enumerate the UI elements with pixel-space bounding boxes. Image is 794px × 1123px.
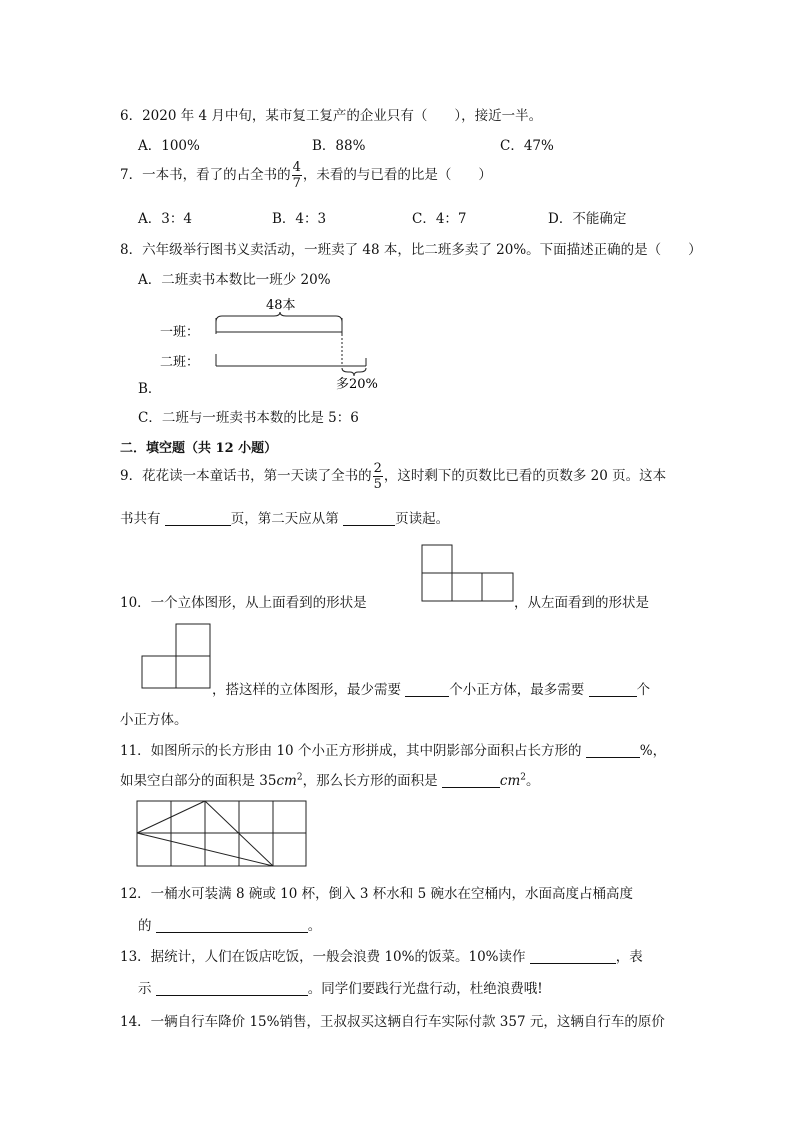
q12-blank[interactable] — [156, 918, 308, 933]
q8-option-b: B． — [138, 381, 162, 397]
q6-option-c: C．47% — [500, 138, 554, 154]
q8-bar-diagram — [150, 292, 400, 392]
diagram-row1-label: 一班： — [160, 325, 200, 340]
q11-rectangle-figure — [136, 800, 308, 868]
q11-blank-percent[interactable] — [586, 743, 640, 758]
q6-option-a: A．100% — [138, 138, 200, 154]
q7-option-c: C．4：7 — [412, 211, 467, 227]
q10-line3: 小正方体。 — [120, 712, 188, 728]
q9-blank-2[interactable] — [343, 511, 395, 526]
q11-blank-area[interactable] — [442, 773, 500, 788]
q13-line2: 示 。同学们要践行光盘行动，杜绝浪费哦! — [138, 981, 543, 997]
diagram-extra-label: 多20% — [336, 377, 378, 392]
diagram-top-label: 48本 — [266, 298, 296, 313]
q10-left-view-figure — [141, 623, 213, 689]
q13-blank-read[interactable] — [530, 949, 616, 964]
q13-blank-meaning[interactable] — [156, 981, 308, 996]
section-title: 二．填空题（共 12 小题） — [120, 441, 278, 456]
q10-blank-max[interactable] — [589, 682, 637, 697]
q13-stem: 13．据统计，人们在饭店吃饭，一般会浪费 10%的饭菜。10%读作 ，表 — [120, 949, 643, 965]
q9-fraction: $\frac{2}{5}$ — [373, 461, 382, 492]
q6-option-b: B．88% — [312, 138, 366, 154]
q8-option-c: C．二班与一班卖书本数的比是 5：6 — [138, 410, 359, 426]
diagram-row2-label: 二班： — [160, 355, 200, 370]
q12-stem: 12．一桶水可装满 8 碗或 10 杯，倒入 3 杯水和 5 碗水在空桶内，水面高度占桶高度 — [120, 886, 633, 902]
q7-option-d: D．不能确定 — [548, 211, 627, 227]
q7-fraction: $\frac{4}{7}$ — [292, 160, 301, 191]
q9-stem: 9．花花读一本童话书，第一天读了全书的 $\frac{2}{5}$ ，这时剩下的页数比已看的页数多 20 页。这本 — [120, 461, 667, 492]
q10-line2: ，搭这样的立体图形，最少需要 个小正方体，最多需要 个 — [212, 682, 651, 698]
q11-line2: 如果空白部分的面积是 $35cm^2$，那么长方形的面积是 $cm^2$。 — [120, 772, 540, 789]
q9-line2: 书共有 页，第二天应从第 页读起。 — [120, 511, 450, 527]
q14-stem: 14．一辆自行车降价 15%销售，王叔叔买这辆自行车实际付款 357 元，这辆自行车的原价 — [120, 1014, 665, 1030]
q12-line2: 的 。 — [138, 918, 322, 934]
q10-top-view-figure — [421, 544, 515, 602]
q7-option-a: A．3：4 — [138, 211, 192, 227]
q10-blank-min[interactable] — [405, 682, 449, 697]
q7-stem: 7．一本书，看了的占全书的 $\frac{4}{7}$ ，未看的与已看的比是（ ） — [120, 160, 492, 191]
q11-stem: 11．如图所示的长方形由 10 个小正方形拼成，其中阴影部分面积占长方形的 %， — [120, 743, 667, 759]
q10-stem-b: ，从左面看到的形状是 — [514, 595, 649, 611]
q10-stem-a: 10．一个立体图形，从上面看到的形状是 — [120, 595, 367, 611]
q8-option-a: A．二班卖书本数比一班少 20% — [138, 272, 331, 288]
q9-blank-1[interactable] — [165, 511, 231, 526]
q6-stem: 6．2020 年 4 月中旬，某市复工复产的企业只有（ ），接近一半。 — [120, 108, 543, 124]
q8-stem: 8．六年级举行图书义卖活动，一班卖了 48 本，比二班多卖了 20%。下面描述正确的是（ ） — [120, 242, 702, 258]
q7-option-b: B．4：3 — [272, 211, 327, 227]
